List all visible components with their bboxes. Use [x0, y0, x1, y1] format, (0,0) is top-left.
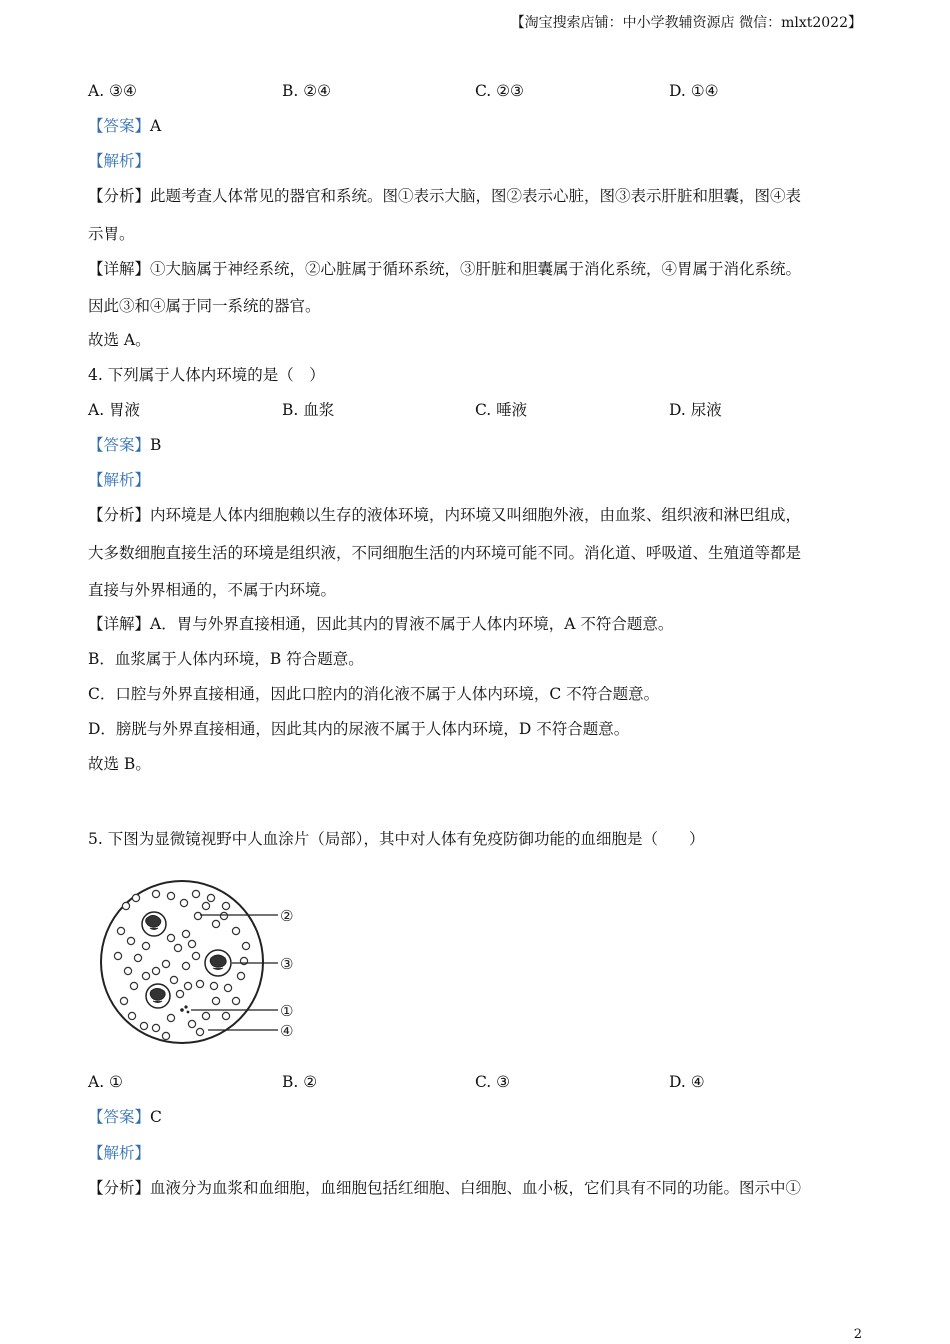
red-blood-cell [176, 990, 183, 997]
red-blood-cell [142, 942, 149, 949]
red-blood-cell [192, 890, 199, 897]
red-blood-cell [134, 954, 141, 961]
red-blood-cell [142, 972, 149, 979]
q3-option-a: A. ③④ [88, 82, 137, 100]
red-blood-cell [162, 960, 169, 967]
red-blood-cell [120, 997, 127, 1004]
detail-label: 【详解】 [88, 260, 151, 278]
red-blood-cell [207, 894, 214, 901]
label-2: ② [280, 907, 294, 925]
white-blood-cell-3 [205, 950, 231, 976]
red-blood-cell [182, 962, 189, 969]
q3-answer [88, 116, 161, 136]
q5-options [88, 1072, 868, 1092]
page-number: 2 [853, 1327, 862, 1342]
detail-text: ①大脑属于神经系统，②心脏属于循环系统，③肝脏和胆囊属于消化系统，④胃属于消化系统。 [150, 260, 802, 278]
red-blood-cell [114, 952, 121, 959]
q4-conclusion: 故选 B。 [88, 755, 151, 773]
q4-analysis-tag: 【解析】 [88, 471, 151, 489]
red-blood-cell [124, 967, 131, 974]
red-blood-cell [128, 1012, 135, 1019]
red-blood-cell [170, 976, 177, 983]
q4-detail-c: C．口腔与外界直接相通，因此口腔内的消化液不属于人体内环境，C 不符合题意。 [88, 685, 660, 703]
blood-smear-figure [96, 876, 306, 1046]
red-blood-cell [222, 1012, 229, 1019]
red-blood-cell [132, 894, 139, 901]
q4-options [88, 400, 868, 420]
answer-tag: 【答案】 [88, 1108, 151, 1126]
q4-analysis-line3: 直接与外界相通的，不属于内环境。 [88, 581, 337, 599]
red-blood-cell [210, 982, 217, 989]
q3-option-b: B. ②④ [282, 82, 332, 100]
red-blood-cell [202, 1012, 209, 1019]
red-blood-cell [194, 912, 201, 919]
q3-analysis-line2: 示胃。 [88, 225, 135, 243]
q4-stem: 4. 下列属于人体内环境的是（ ） [88, 366, 325, 384]
red-blood-cell [117, 927, 124, 934]
q3-detail [88, 259, 801, 279]
analysis-label: 【分析】 [88, 506, 151, 524]
label-3: ③ [280, 955, 294, 973]
analysis-label: 【分析】 [88, 187, 151, 205]
q3-analysis-tag: 【解析】 [88, 152, 151, 170]
q5-stem: 5. 下图为显微镜视野中人血涂片（局部），其中对人体有免疫防御功能的血细胞是（ ） [88, 830, 705, 848]
red-blood-cell [152, 890, 159, 897]
white-blood-cell [146, 984, 170, 1008]
q4-option-c: C. 唾液 [475, 401, 528, 419]
red-blood-cell [232, 997, 239, 1004]
red-blood-cell [242, 942, 249, 949]
red-blood-cell [222, 902, 229, 909]
red-blood-cell [202, 902, 209, 909]
q3-option-d: D. ①④ [669, 82, 719, 100]
answer-value: C [150, 1108, 162, 1126]
red-blood-cell [167, 934, 174, 941]
answer-tag: 【答案】 [88, 117, 151, 135]
q5-analysis-tag: 【解析】 [88, 1144, 151, 1162]
red-blood-cell [220, 912, 227, 919]
q5-answer [88, 1107, 162, 1127]
detail-text: A．胃与外界直接相通，因此其内的胃液不属于人体内环境，A 不符合题意。 [150, 615, 674, 633]
red-blood-cell [152, 967, 159, 974]
answer-value: B [150, 436, 162, 454]
white-blood-cell [142, 912, 166, 936]
analysis-text: 此题考查人体常见的器官和系统。图①表示大脑，图②表示心脏，图③表示肝脏和胆囊，图④表 [150, 187, 802, 205]
q5-option-c: C. ③ [475, 1073, 511, 1091]
red-blood-cell [182, 930, 189, 937]
red-blood-cell [167, 1014, 174, 1021]
q5-option-a: A. ① [88, 1073, 123, 1091]
red-blood-cell [127, 937, 134, 944]
analysis-label: 【分析】 [88, 1179, 151, 1197]
red-blood-cell [212, 997, 219, 1004]
red-blood-cell [130, 982, 137, 989]
q4-detail-d: D．膀胱与外界直接相通，因此其内的尿液不属于人体内环境，D 不符合题意。 [88, 720, 630, 738]
red-blood-cell [167, 892, 174, 899]
q4-analysis-line2: 大多数细胞直接生活的环境是组织液，不同细胞生活的内环境可能不同。消化道、呼吸道、生殖道等都是 [88, 544, 802, 562]
q3-options [88, 81, 868, 101]
q5-option-d: D. ④ [669, 1073, 705, 1091]
q4-answer [88, 435, 161, 455]
analysis-text: 血液分为血浆和血细胞，血细胞包括红细胞、白细胞、血小板，它们具有不同的功能。图示中① [150, 1179, 802, 1197]
q3-conclusion: 故选 A。 [88, 331, 151, 349]
red-blood-cell [174, 944, 181, 951]
red-blood-cell [122, 902, 129, 909]
label-1: ① [280, 1002, 294, 1020]
q4-option-d: D. 尿液 [669, 401, 722, 419]
detail-label: 【详解】 [88, 615, 151, 633]
red-blood-cell [140, 1022, 147, 1029]
analysis-text: 内环境是人体内细胞赖以生存的液体环境，内环境又叫细胞外液，由血浆、组织液和淋巴组成， [150, 506, 802, 524]
answer-value: A [150, 117, 162, 135]
q3-option-c: C. ②③ [475, 82, 524, 100]
red-blood-cell [196, 1028, 203, 1035]
red-blood-cell [224, 984, 231, 991]
q5-analysis [88, 1178, 801, 1198]
red-blood-cell [232, 927, 239, 934]
q4-option-b: B. 血浆 [282, 401, 335, 419]
red-blood-cell [196, 980, 203, 987]
q3-analysis [88, 186, 801, 206]
red-blood-cell [180, 899, 187, 906]
q4-analysis [88, 505, 801, 525]
red-blood-cell [184, 982, 191, 989]
q4-option-a: A. 胃液 [88, 401, 141, 419]
q3-detail-line2: 因此③和④属于同一系统的器官。 [88, 297, 321, 315]
red-blood-cell [162, 1032, 169, 1039]
red-blood-cell [237, 972, 244, 979]
q5-option-b: B. ② [282, 1073, 318, 1091]
red-blood-cell [152, 1024, 159, 1031]
page-header: 【淘宝搜索店铺：中小学教辅资源店 微信：mlxt2022】 [510, 15, 862, 31]
red-blood-cell [188, 940, 195, 947]
q4-detail [88, 614, 673, 634]
red-blood-cell [188, 1020, 195, 1027]
answer-tag: 【答案】 [88, 436, 151, 454]
red-blood-cell [192, 952, 199, 959]
red-blood-cell [212, 920, 219, 927]
q4-detail-b: B．血浆属于人体内环境，B 符合题意。 [88, 650, 364, 668]
label-4: ④ [280, 1022, 294, 1040]
